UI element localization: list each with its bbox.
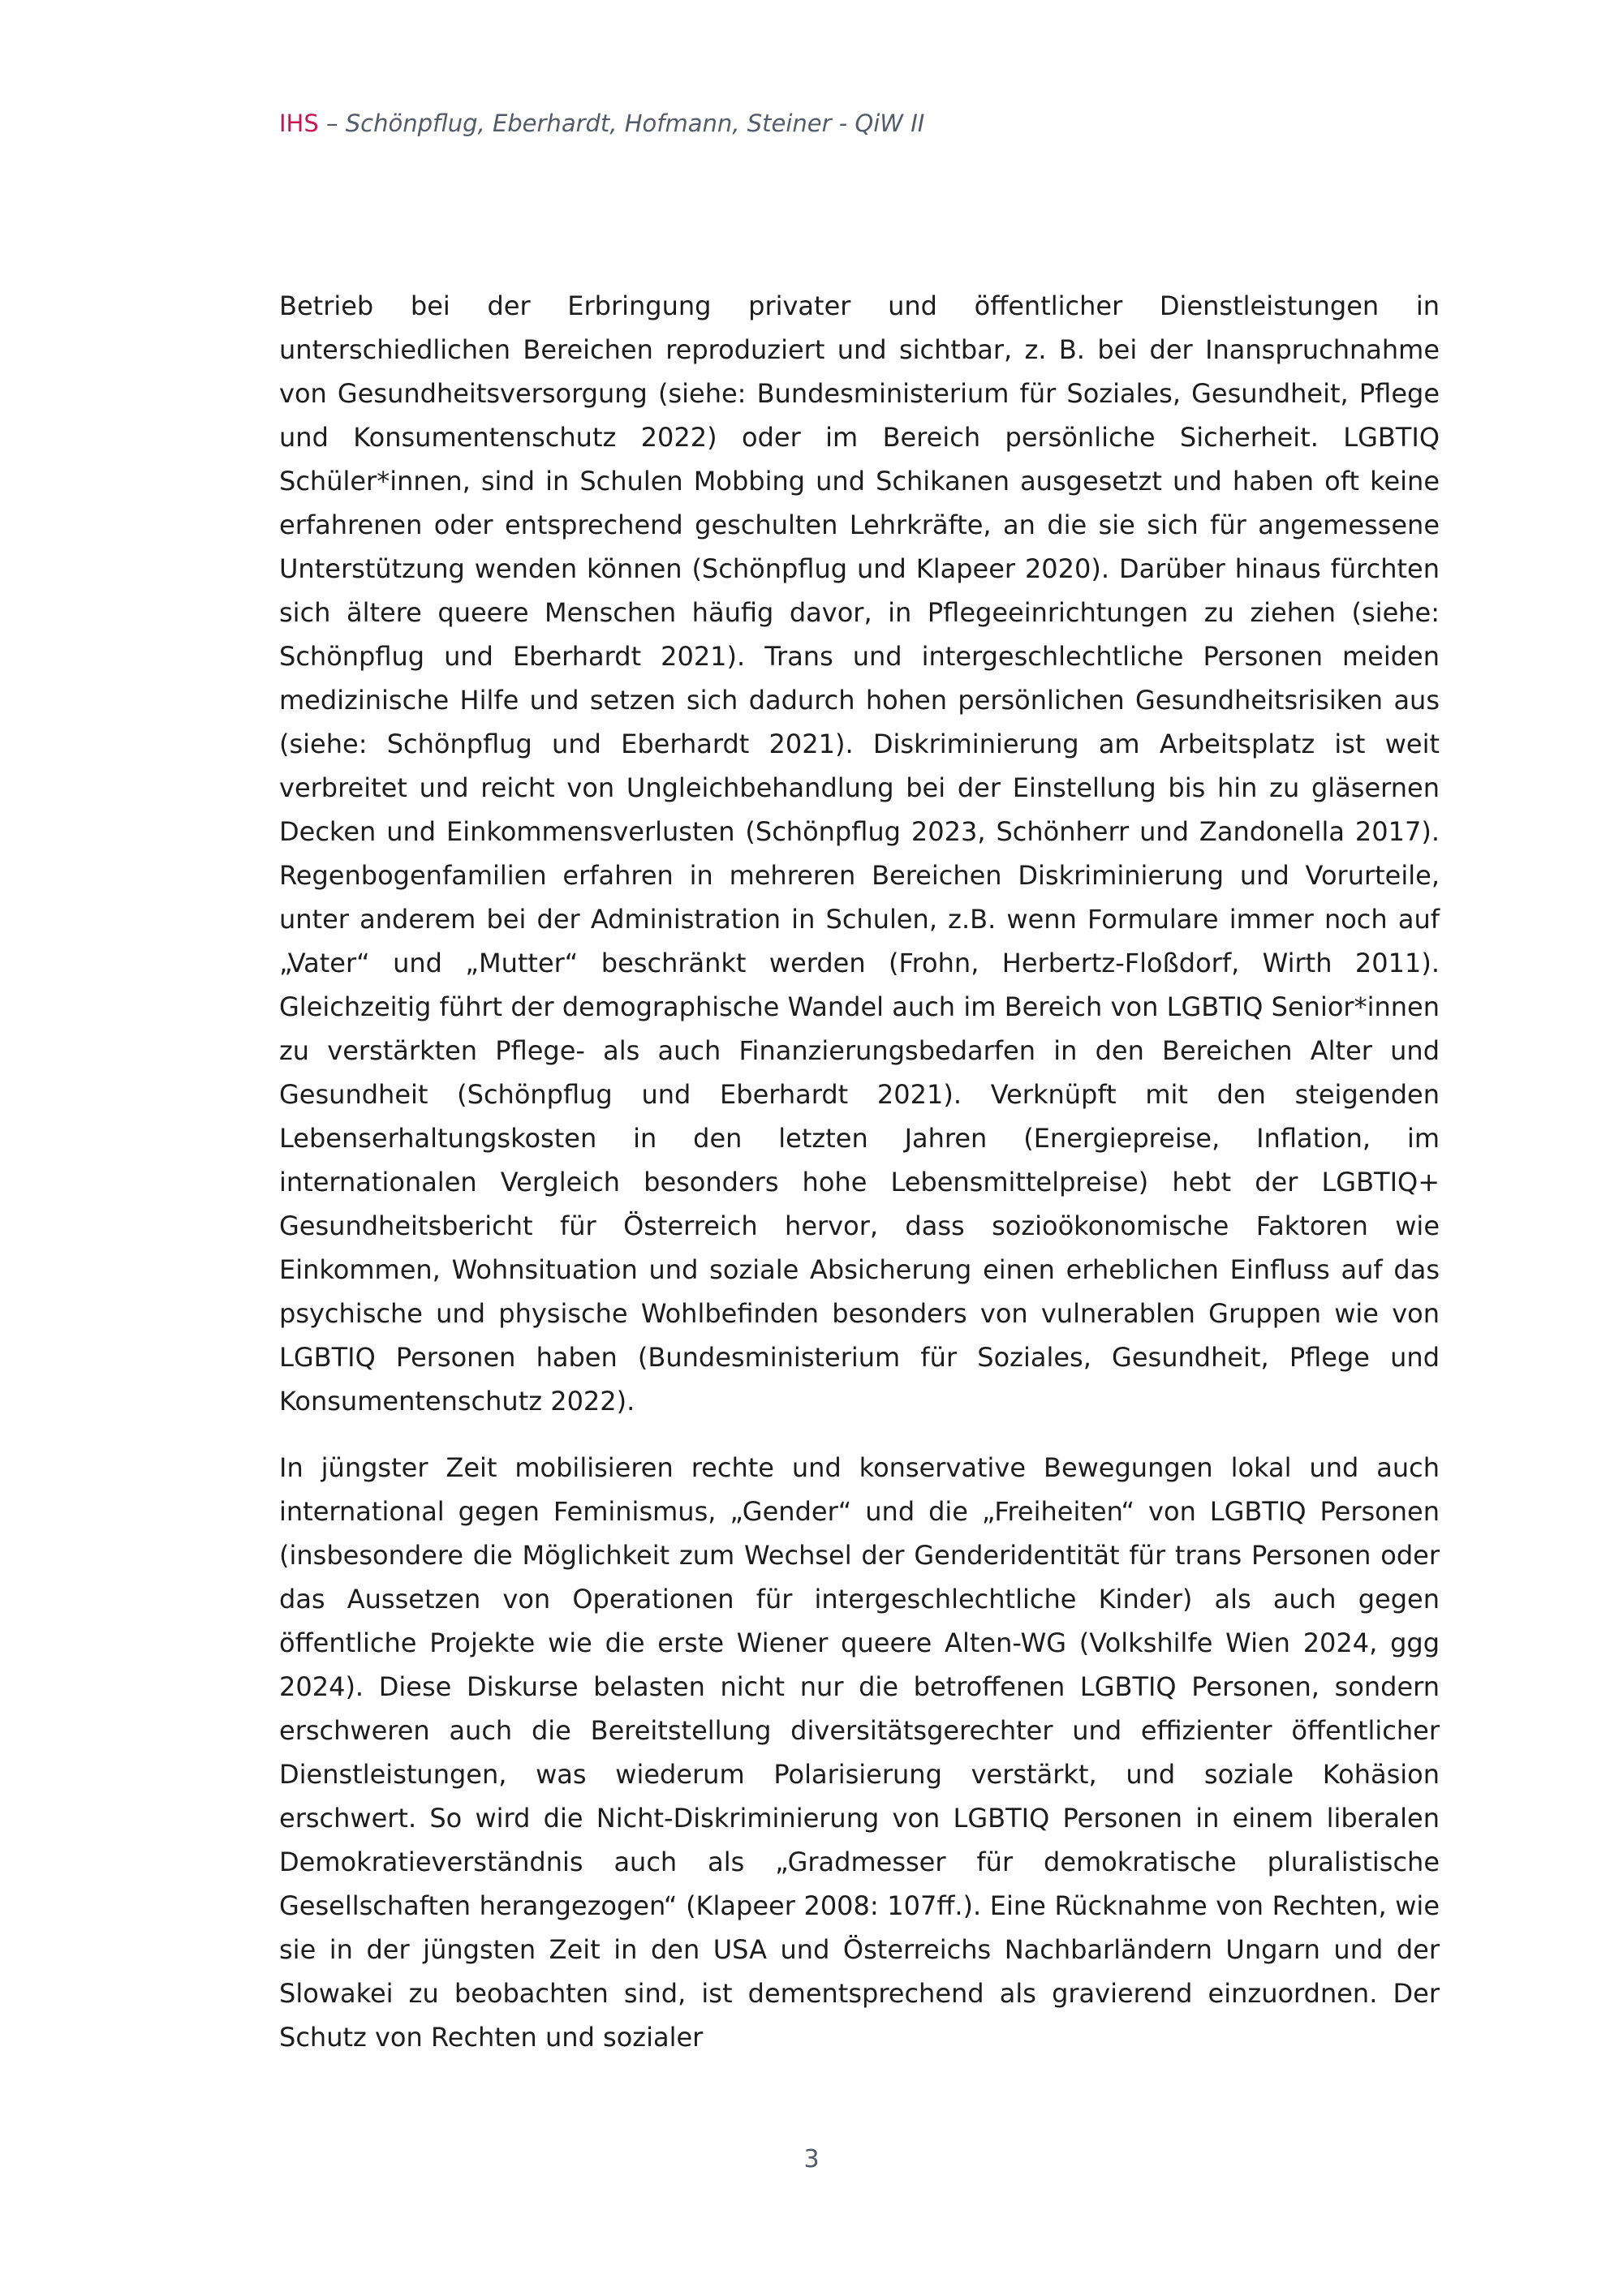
- paragraph-political-mobilisation: In jüngster Zeit mobilisieren rechte und konservative Bewegungen lokal und auch international gegen Feminismus, „Gender“ und die „Freiheiten“ von LGBTIQ Personen (insbesondere die Möglichkeit zum Wechsel der Genderidentität für trans Personen oder das Aussetzen von Operationen für intergeschlechtliche Kinder) als auch gegen öffentliche Projekte wie die erste Wiener queere Alten-WG (Volkshilfe Wien 2024, ggg 2024). Diese Diskurse belasten nicht nur die betroffenen LGBTIQ Personen, sondern erschweren auch die Bereitstellung diversitätsgerechter und effizienter öffentlicher Dienstleistungen, was wiederum Polarisierung verstärkt, und soziale Kohäsion erschwert. So wird die Nicht-Diskriminierung von LGBTIQ Personen in einem liberalen Demokratieverständnis auch als „Gradmesser für demokratische pluralistische Gesellschaften herangezogen“ (Klapeer 2008: 107ff.). Eine Rücknahme von Rechten, wie sie in der jüngsten Zeit in den USA und Österreichs Nachbarländern Ungarn und der Slowakei zu beobachten sind, ist dementsprechend als gravierend einzuordnen. Der Schutz von Rechten und sozialer: [279, 1452, 1440, 2053]
- header-authors-title: Schönpflug, Eberhardt, Hofmann, Steiner - QiW II: [345, 110, 925, 137]
- running-header: [279, 107, 924, 140]
- paragraph-discrimination-areas: Betrieb bei der Erbringung privater und öffentlicher Dienstleistungen in unterschiedlichen Bereichen reproduziert und sichtbar, z. B. bei der Inanspruchnahme von Gesundheitsversorgung (siehe: Bundesministerium für Soziales, Gesundheit, Pflege und Konsumentenschutz 2022) oder im Bereich persönliche Sicherheit. LGBTIQ Schüler*innen, sind in Schulen Mobbing und Schikanen ausgesetzt und haben oft keine erfahrenen oder entsprechend geschulten Lehrkräfte, an die sie sich für angemessene Unterstützung wenden können (Schönpflug und Klapeer 2020). Darüber hinaus fürchten sich ältere queere Menschen häufig davor, in Pflegeeinrichtungen zu ziehen (siehe: Schönpflug und Eberhardt 2021). Trans und intergeschlechtliche Personen meiden medizinische Hilfe und setzen sich dadurch hohen persönlichen Gesundheitsrisiken aus (siehe: Schönpflug und Eberhardt 2021). Diskriminierung am Arbeitsplatz ist weit verbreitet und reicht von Ungleichbehandlung bei der Einstellung bis hin zu gläsernen Decken und Einkommensverlusten (Schönpflug 2023, Schönherr und Zandonella 2017). Regenbogenfamilien erfahren in mehreren Bereichen Diskriminierung und Vorurteile, unter anderem bei der Administration in Schulen, z.B. wenn Formulare immer noch auf „Vater“ und „Mutter“ beschränkt werden (Frohn, Herbertz-Floßdorf, Wirth 2011). Gleichzeitig führt der demographische Wandel auch im Bereich von LGBTIQ Senior*innen zu verstärkten Pflege- als auch Finanzierungsbedarfen in den Bereichen Alter und Gesundheit (Schönpflug und Eberhardt 2021). Verknüpft mit den steigenden Lebenserhaltungskosten in den letzten Jahren (Energiepreise, Inflation, im internationalen Vergleich besonders hohe Lebensmittelpreise) hebt der LGBTIQ+ Gesundheitsbericht für Österreich hervor, dass sozioökonomische Faktoren wie Einkommen, Wohnsituation und soziale Absicherung einen erheblichen Einfluss auf das psychische und physische Wohlbefinden besonders von vulnerablen Gruppen wie von LGBTIQ Personen haben (Bundesministerium für Soziales, Gesundheit, Pflege und Konsumentenschutz 2022).: [279, 290, 1440, 1417]
- header-separator: –: [318, 110, 346, 137]
- body-text: [279, 284, 1440, 2082]
- page-number: 3: [803, 2145, 820, 2173]
- institute-abbreviation: IHS: [279, 110, 319, 137]
